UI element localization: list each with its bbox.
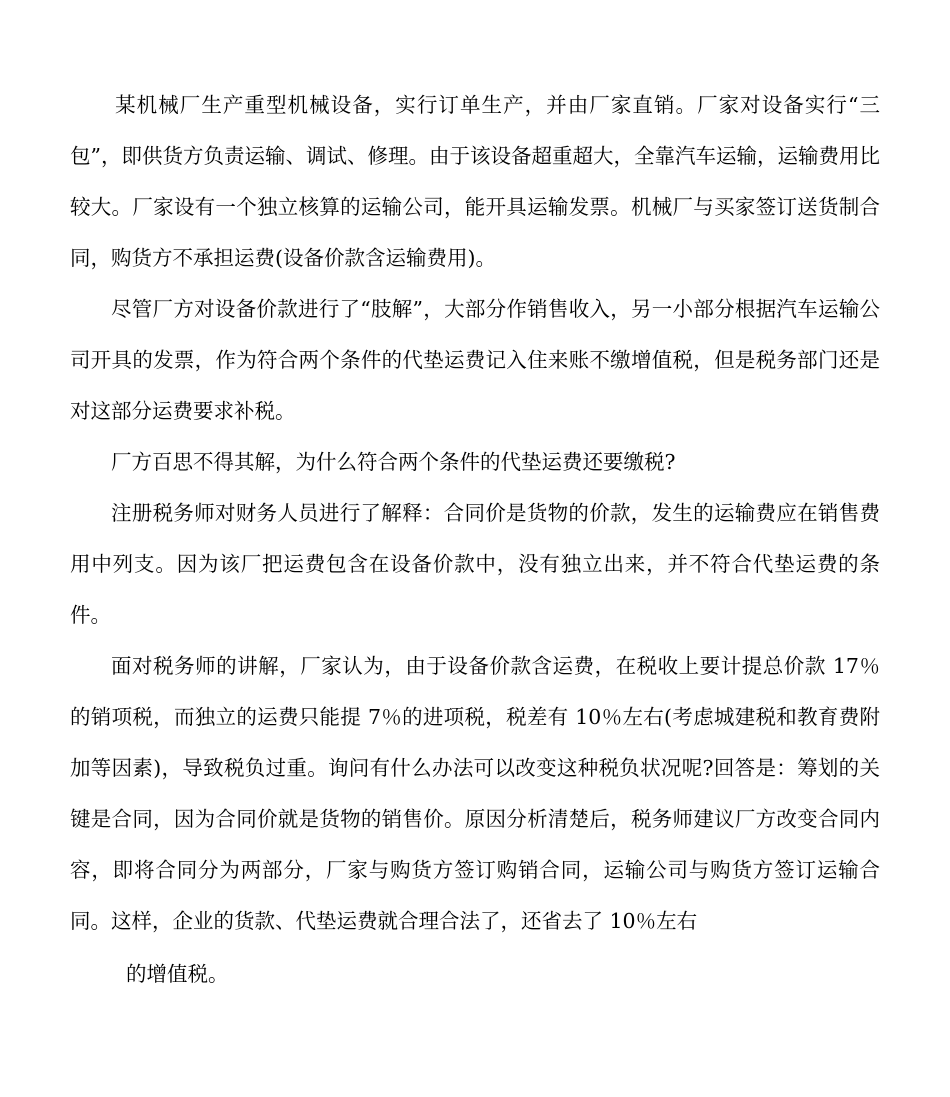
paragraph-3: 厂方百思不得其解，为什么符合两个条件的代垫运费还要缴税?: [111, 450, 676, 474]
paragraph-4: 注册税务师对财务人员进行了解释：合同价是货物的价款，发生的运输费应在销售费用中列支。因为该厂把运费包含在设备价款中，没有独立出来，并不符合代垫运费的条件。: [70, 501, 880, 627]
paragraph-1: 某机械厂生产重型机械设备，实行订单生产，并由厂家直销。厂家对设备实行“三包”，即供货方负责运输、调试、修理。由于该设备超重超大，全靠汽车运输，运输费用比较大。厂家设有一个独立核算的运输公司，能开具运输发票。机械厂与买家签订送货制合同，购货方不承担运费(设备价款含运输费用)。: [70, 93, 880, 270]
paragraph-tail: 的增值税。: [126, 962, 229, 986]
paragraph-5: 面对税务师的讲解，厂家认为，由于设备价款含运费，在税收上要计提总价款 17％的销项税，而独立的运费只能提 7％的进项税，税差有 10％左右(考虑城建税和教育费附加等因素)，导致税负过重。询问有什么办法可以改变这种税负状况呢?回答是：筹划的关键是合同，因为合同价就是货物的销售价。原因分析清楚后，税务师建议厂方改变合同内容，即将合同分为两部分，厂家与购货方签订购销合同，运输公司与购货方签订运输合同。这样，企业的货款、代垫运费就合理合法了，还省去了 10％左右: [70, 654, 880, 933]
paragraph-2: 尽管厂方对设备价款进行了“肢解”，大部分作销售收入，另一小部分根据汽车运输公司开具的发票，作为符合两个条件的代垫运费记入住来账不缴增值税，但是税务部门还是对这部分运费要求补税。: [70, 297, 880, 423]
